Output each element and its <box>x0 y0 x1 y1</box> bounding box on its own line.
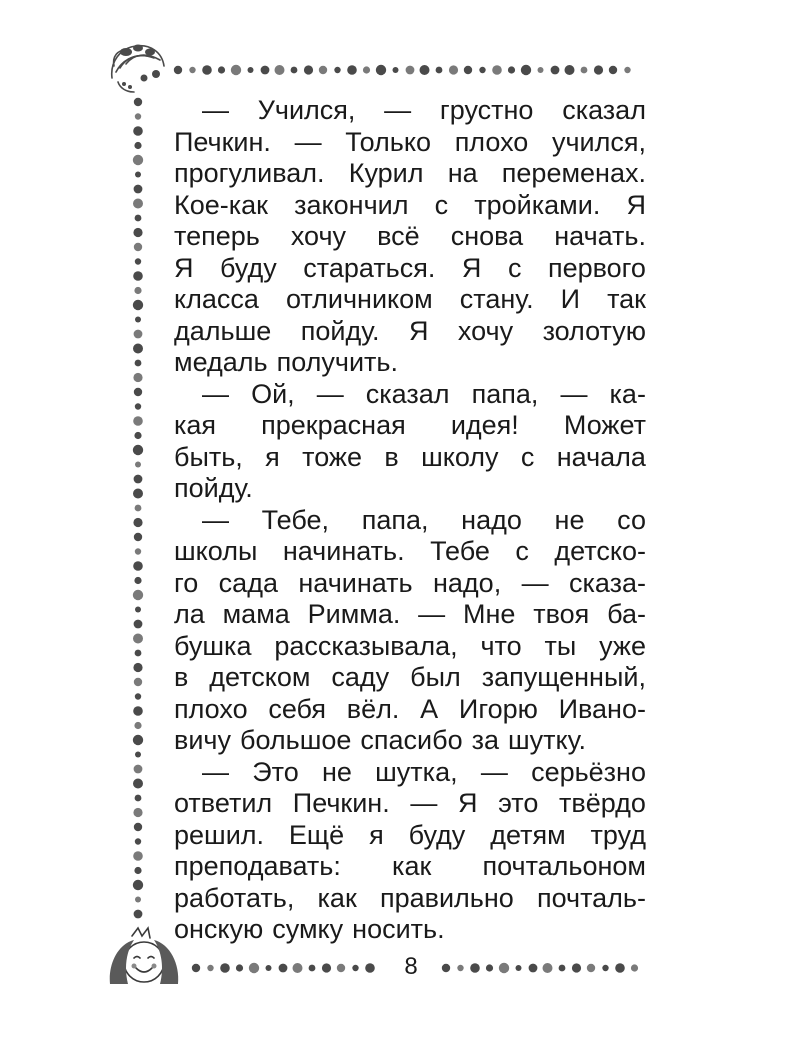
text-line: Я буду стараться. Я с первого <box>174 252 646 283</box>
text-line: работать, как правильно почталь- <box>174 882 646 913</box>
border-dot <box>134 867 141 874</box>
border-dot <box>135 113 141 119</box>
border-dot <box>559 965 566 972</box>
border-dot <box>291 67 298 74</box>
border-dot <box>551 66 560 75</box>
border-dot <box>279 964 288 973</box>
text-line: — Это не шутка, — серьёзно <box>202 756 646 787</box>
border-dot <box>442 964 450 972</box>
border-dot <box>134 185 143 194</box>
text-line: теперь хочу всё снова начать. <box>174 221 646 251</box>
border-dot <box>133 518 142 527</box>
border-dot <box>134 475 143 484</box>
border-dot <box>135 897 141 903</box>
border-dot <box>543 963 553 973</box>
paragraph <box>174 505 646 757</box>
border-dot <box>516 965 522 971</box>
text-line: вичу большое спасибо за шутку. <box>174 725 586 755</box>
border-dot <box>220 963 230 973</box>
border-dot <box>436 67 443 74</box>
border-dot <box>572 963 581 972</box>
border-dot <box>135 462 141 468</box>
border-dot <box>449 65 458 74</box>
paragraph <box>174 757 646 946</box>
border-dot <box>492 65 502 75</box>
text-line: преподавать: как почтальоном <box>174 851 646 881</box>
border-dot <box>133 489 143 499</box>
border-dot <box>134 620 143 629</box>
border-dot <box>135 795 142 802</box>
border-dot <box>133 880 143 890</box>
border-dot <box>322 963 331 972</box>
border-dot <box>275 65 285 75</box>
text-line: — Учился, — грустно сказал <box>202 95 646 125</box>
border-dot <box>135 360 142 367</box>
border-dot <box>538 67 544 73</box>
border-dot <box>594 65 603 74</box>
border-dot <box>334 67 340 73</box>
text-line: онскую сумку носить. <box>174 914 445 944</box>
border-dot <box>134 388 142 396</box>
border-dot <box>133 634 143 644</box>
border-dot <box>529 964 538 973</box>
border-dot <box>457 965 463 971</box>
border-dot <box>133 199 143 209</box>
border-dot <box>134 910 143 919</box>
border-dot <box>133 779 143 789</box>
border-dot <box>420 65 430 75</box>
border-dot <box>624 67 630 73</box>
border-dot <box>134 432 141 439</box>
border-dot <box>365 963 375 973</box>
border-dot <box>135 505 142 512</box>
text-line: прогуливал. Курил на переменах. <box>174 158 646 188</box>
border-dot <box>133 344 143 354</box>
border-dot <box>565 65 575 75</box>
border-dot <box>134 287 141 294</box>
border-dot <box>347 65 357 75</box>
left-dots-border <box>130 96 146 926</box>
text-line: кая прекрасная идея! Может <box>174 410 646 440</box>
border-dot <box>406 66 415 75</box>
text-line: медаль получить. <box>174 347 398 377</box>
border-dot <box>134 678 142 686</box>
border-dot <box>266 965 272 971</box>
border-dot <box>135 838 141 844</box>
border-dot <box>236 964 243 971</box>
text-line: пойду. <box>174 473 253 503</box>
text-line: Печкин. — Только плохо учился, <box>174 126 646 157</box>
bottom-right-dots-border <box>440 960 640 976</box>
border-dot <box>363 66 370 73</box>
border-dot <box>134 765 143 774</box>
border-dot <box>470 963 480 973</box>
border-dot <box>134 823 142 831</box>
border-dot <box>134 330 143 339</box>
border-dot <box>319 66 327 74</box>
border-dot <box>337 964 345 972</box>
border-dot <box>202 65 212 75</box>
text-line: бушка рассказывала, что ты уже <box>174 630 646 661</box>
text-line: ответил Печкин. — Я это твёрдо <box>174 788 646 818</box>
girl-face-icon <box>104 924 184 990</box>
border-dot <box>133 590 143 600</box>
text-line: Кое-как закончил с тройками. Я <box>174 189 646 220</box>
text-line: ла мама Римма. — Мне твоя ба- <box>174 599 646 629</box>
girl-face-icon <box>104 38 170 100</box>
text-line: дальше пойду. Я хочу золотую <box>174 315 646 346</box>
border-dot <box>615 963 625 973</box>
border-dot <box>133 663 142 672</box>
border-dot <box>133 126 143 136</box>
border-dot <box>135 650 142 657</box>
paragraph <box>174 379 646 505</box>
text-line: — Тебе, папа, надо не со <box>202 504 646 535</box>
page-number: 8 <box>404 953 418 980</box>
border-dot <box>602 965 608 971</box>
border-dot <box>293 963 303 973</box>
border-dot <box>393 67 399 73</box>
border-dot <box>587 964 595 972</box>
border-dot <box>309 965 316 972</box>
border-dot <box>521 65 531 75</box>
border-dot <box>581 67 588 74</box>
border-dot <box>499 963 509 973</box>
border-dot <box>135 752 141 758</box>
border-dot <box>135 403 141 409</box>
border-dot <box>133 735 143 745</box>
border-dot <box>133 706 143 716</box>
border-dot <box>231 65 241 75</box>
border-dot <box>218 66 225 73</box>
border-dot <box>192 964 200 972</box>
border-dot <box>133 416 143 426</box>
text-line: го сада начинать надо, — сказа- <box>174 567 646 598</box>
border-dot <box>134 533 142 541</box>
border-dot <box>135 258 141 264</box>
border-dot <box>134 722 141 729</box>
border-dot <box>249 963 259 973</box>
border-dot <box>174 66 182 74</box>
text-line: быть, я тоже в школу с начала <box>174 441 646 472</box>
border-dot <box>134 243 142 251</box>
border-dot <box>479 67 485 73</box>
border-dot <box>134 577 141 584</box>
border-dot <box>133 155 143 165</box>
border-dot <box>135 693 141 699</box>
border-dot <box>135 172 141 178</box>
border-dot <box>304 65 313 74</box>
border-dot <box>133 300 143 310</box>
border-dot <box>508 66 515 73</box>
border-dot <box>135 607 141 613</box>
paragraph <box>174 95 646 379</box>
text-line: класса отличником стану. И так <box>174 284 646 314</box>
text-line: — Ой, — сказал папа, — ка- <box>202 378 646 409</box>
border-dot <box>133 851 143 861</box>
border-dot <box>135 215 142 222</box>
text-line: плохо себя вёл. А Игорю Ивано- <box>174 693 646 724</box>
border-dot <box>133 373 142 382</box>
border-dot <box>352 965 358 971</box>
border-dot <box>189 67 195 73</box>
border-dot <box>133 271 143 281</box>
story-text <box>174 95 646 946</box>
top-dots-border <box>172 62 642 78</box>
text-line: решил. Ещё я буду детям труд <box>174 819 646 850</box>
text-line: в детском саду был запущенный, <box>174 662 646 692</box>
border-dot <box>207 965 213 971</box>
border-dot <box>609 66 617 74</box>
text-line: школы начинать. Тебе с детско- <box>174 536 646 566</box>
bottom-left-dots-border <box>190 960 380 976</box>
border-dot <box>135 548 141 554</box>
border-dot <box>134 98 142 106</box>
border-dot <box>133 561 143 571</box>
border-dot <box>464 66 472 74</box>
border-dot <box>486 964 493 971</box>
border-dot <box>261 66 270 75</box>
border-dot <box>133 228 142 237</box>
border-dot <box>248 67 254 73</box>
border-dot <box>135 317 141 323</box>
border-dot <box>134 142 141 149</box>
border-dot <box>376 65 386 75</box>
border-dot <box>631 964 638 971</box>
border-dot <box>133 445 143 455</box>
border-dot <box>133 808 142 817</box>
